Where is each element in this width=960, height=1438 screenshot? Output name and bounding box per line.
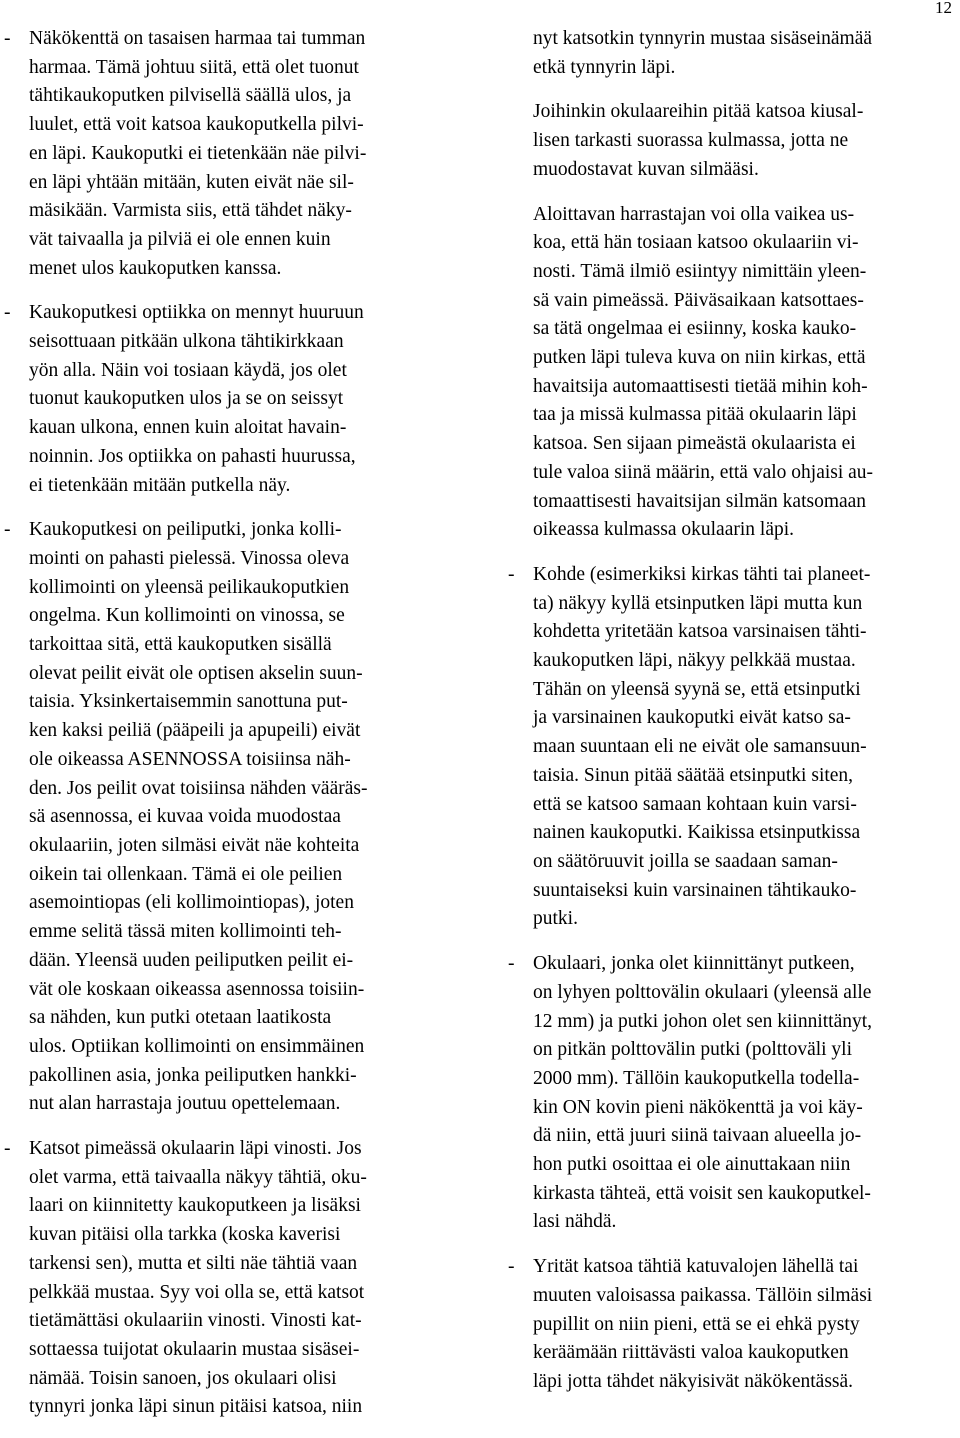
text-line: lisen tarkasti suorassa kulmassa, jotta ne — [533, 130, 849, 152]
text-line: kaukoputken läpi, näkyy pelkkää mustaa. — [533, 650, 856, 672]
text-line: tietämättäsi okulaariin vinosti. Vinosti kat- — [29, 1310, 362, 1332]
text-line: ulos. Optiikan kollimointi on ensimmäinen — [29, 1035, 365, 1057]
bullet-item — [4, 516, 454, 1119]
text-line: oikein tai ollenkaan. Tämä ei ole peilien — [29, 863, 343, 885]
text-line: tomaattisesti havaitsijan silmän katsomaan — [533, 490, 867, 512]
text-line: kuvan pitäisi olla tarkka (koska kaverisi — [29, 1224, 341, 1246]
text-line: kauan ulkona, ennen kuin aloitat havain- — [29, 417, 347, 439]
text-line: yön alla. Näin voi tosiaan käydä, jos olet — [29, 359, 347, 381]
text-line: nut alan harrastaja joutuu opettelemaan. — [29, 1093, 341, 1115]
text-line: 12 mm) ja putki johon olet sen kiinnittänyt, — [533, 1010, 873, 1032]
dash-marker: - — [508, 953, 515, 975]
text-line: tuonut kaukoputken ulos ja se on seissyt — [29, 388, 344, 410]
text-line: Katsot pimeässä okulaarin läpi vinosti. Jos — [29, 1138, 362, 1160]
body-paragraph — [508, 25, 960, 82]
text-line: nosti. Tämä ilmiö esiintyy nimittäin yleen- — [533, 260, 867, 282]
dash-marker: - — [4, 302, 11, 324]
text-line: maan suuntaan eli ne eivät ole samansuun- — [533, 736, 867, 758]
text-line: ta) näkyy kyllä etsinputken läpi mutta kun — [533, 592, 863, 614]
text-line: havaitsija automaattisesti tietää mihin koh- — [533, 375, 868, 397]
text-line: pakollinen asia, jonka peiliputken hankki- — [29, 1064, 357, 1086]
text-line: tarkoittaa sitä, että kaukoputken sisällä — [29, 634, 332, 656]
text-line: putken läpi tuleva kuva on niin kirkas, että — [533, 347, 866, 369]
text-line: kin ON kovin pieni näkökenttä ja voi käy- — [533, 1096, 863, 1118]
text-line: sä vain pimeässä. Päiväsaikaan katsottaes- — [533, 289, 864, 311]
text-line: pupillit on niin pieni, että se ei ehkä pysty — [533, 1313, 860, 1335]
text-line: okulaariin, joten silmäsi eivät näe kohteita — [29, 834, 360, 856]
bullet-item — [508, 1253, 960, 1397]
text-line: den. Jos peilit ovat toisiinsa nähden vääräs- — [29, 777, 368, 799]
text-line: ken kaksi peiliä (pääpeili ja apupeili) eivät — [29, 720, 361, 742]
text-line: dään. Yleensä uuden peiliputken peilit ei- — [29, 949, 354, 971]
text-line: emme selitä tässä miten kollimointi teh- — [29, 921, 342, 943]
text-line: menet ulos kaukoputken kanssa. — [29, 257, 282, 279]
text-line: mäsikään. Varmista siis, että tähdet näky- — [29, 200, 352, 222]
text-line: on pitkän polttovälin putki (polttoväli yli — [533, 1039, 853, 1061]
text-line: että se katsoo samaan kohtaan kuin varsi- — [533, 793, 857, 815]
text-line: nainen kaukoputki. Kaikissa etsinputkissa — [533, 822, 861, 844]
bullet-item — [508, 950, 960, 1237]
bullet-item — [4, 1135, 454, 1422]
text-line: putki. — [533, 908, 578, 930]
text-line: nyt katsotkin tynnyrin mustaa sisäseinämää — [533, 28, 873, 49]
text-line: läpi jotta tähdet näkyisivät näkökentässä. — [533, 1370, 854, 1392]
text-line: Kohde (esimerkiksi kirkas tähti tai planeet- — [533, 563, 871, 585]
text-line: laari on kiinnitetty kaukoputkeen ja lisäksi — [29, 1195, 361, 1217]
text-line: mointi on pahasti pielessä. Vinossa oleva — [29, 547, 350, 569]
text-line: olevat peilit eivät ole optisen akselin suun- — [29, 662, 363, 684]
text-line: Tähän on yleensä syynä se, että etsinputki — [533, 678, 861, 700]
text-line: taisia. Yksinkertaisemmin sanottuna put- — [29, 691, 348, 713]
text-line: olet varma, että taivaalla näkyy tähtiä, oku- — [29, 1166, 367, 1188]
text-line: sa tätä ongelmaa ei esiinny, koska kauko- — [533, 318, 857, 340]
text-line: tynnyri jonka läpi sinun pitäisi katsoa, niin — [29, 1396, 363, 1418]
text-line: on lyhyen polttovälin okulaari (yleensä alle — [533, 981, 872, 1003]
text-line: koa, että hän tosiaan katsoo okulaariin vi- — [533, 232, 859, 254]
text-line: en läpi yhtään mitään, kuten eivät näe sil- — [29, 171, 354, 193]
text-line: ongelma. Kun kollimointi on vinossa, se — [29, 605, 345, 627]
body-paragraph — [508, 98, 960, 184]
text-line: Kaukoputkesi on peiliputki, jonka kolli- — [29, 519, 342, 541]
text-line: vät taivaalla ja pilviä ei ole ennen kuin — [29, 228, 331, 250]
text-line: Yrität katsoa tähtiä katuvalojen lähellä tai — [533, 1256, 859, 1278]
text-line: Aloittavan harrastajan voi olla vaikea us- — [533, 203, 855, 225]
text-line: keräämään riittävästi valoa kaukoputken — [533, 1342, 849, 1364]
text-line: Okulaari, jonka olet kiinnittänyt putkeen, — [533, 953, 855, 975]
text-line: Joihinkin okulaareihin pitää katsoa kiusal- — [533, 101, 864, 123]
text-line: 2000 mm). Tällöin kaukoputkella todella- — [533, 1067, 860, 1089]
text-line: hon putki osoittaa ei ole ainuttakaan niin — [533, 1154, 851, 1176]
text-line: taisia. Sinun pitää säätää etsinputki siten, — [533, 764, 854, 786]
text-line: ja varsinainen kaukoputki eivät katso sa- — [533, 707, 851, 729]
text-line: tarkensi sen), mutta et silti näe tähtiä vaan — [29, 1252, 358, 1274]
bullet-item — [4, 25, 454, 283]
text-line: en läpi. Kaukoputki ei tietenkään näe pilvi- — [29, 142, 367, 164]
dash-marker: - — [508, 563, 515, 585]
dash-marker: - — [4, 28, 11, 49]
page-number: 12 — [935, 0, 952, 17]
left-column — [4, 25, 454, 1438]
text-line: sa nähden, kun putki otetaan laatikosta — [29, 1007, 332, 1029]
text-line: taa ja missä kulmassa pitää okulaarin läpi — [533, 404, 857, 426]
text-line: on säätöruuvit joilla se saadaan saman- — [533, 850, 838, 872]
text-line: sä asennossa, ei kuvaa voida muodostaa — [29, 806, 341, 828]
text-line: kohdetta yritetään katsoa varsinaisen tähti- — [533, 621, 867, 643]
text-line: lasi nähdä. — [533, 1211, 617, 1233]
text-line: pelkkää mustaa. Syy voi olla se, että katsot — [29, 1281, 365, 1303]
text-line: katsoa. Sen sijaan pimeästä okulaarista ei — [533, 433, 856, 455]
text-line: etkä tynnyrin läpi. — [533, 56, 676, 78]
dash-marker: - — [4, 1138, 11, 1160]
text-line: oikeassa kulmassa okulaarin läpi. — [533, 519, 795, 541]
text-line: ole oikeassa ASENNOSSA toisiinsa näh- — [29, 748, 351, 770]
text-line: asemointiopas (eli kollimointiopas), joten — [29, 892, 354, 914]
text-line: luulet, että voit katsoa kaukoputkella pilvi- — [29, 114, 364, 136]
text-line: noinnin. Jos optiikka on pahasti huurussa, — [29, 445, 356, 467]
text-line: Kaukoputkesi optiikka on mennyt huuruun — [29, 302, 364, 324]
text-line: muodostavat kuvan silmääsi. — [533, 158, 759, 180]
text-line: harmaa. Tämä johtuu siitä, että olet tuonut — [29, 56, 359, 78]
text-line: kollimointi on yleensä peilikaukoputkien — [29, 576, 350, 598]
text-line: nämää. Toisin sanoen, jos okulaari olisi — [29, 1367, 337, 1389]
bullet-item — [4, 299, 454, 500]
text-line: muuten valoisassa paikassa. Tällöin silmäsi — [533, 1284, 873, 1306]
text-line: tule valoa siinä määrin, että valo ohjaisi au- — [533, 461, 874, 483]
text-line: ei tietenkään mitään putkella näy. — [29, 474, 291, 496]
text-line: kirkasta tähteä, että voisit sen kaukoputkel- — [533, 1182, 871, 1204]
right-column — [508, 25, 960, 1413]
bullet-item — [508, 561, 960, 934]
text-line: Näkökenttä on tasaisen harmaa tai tumman — [29, 28, 366, 49]
dash-marker: - — [508, 1256, 515, 1278]
text-line: sottaessa tuijotat okulaarin mustaa sisäsei- — [29, 1338, 360, 1360]
dash-marker: - — [4, 519, 11, 541]
text-line: tähtikaukoputken pilvisellä säällä ulos, ja — [29, 85, 352, 107]
text-line: vät ole koskaan oikeassa asennossa toisiin- — [29, 978, 365, 1000]
text-line: suuntaiseksi kuin varsinainen tähtikauko- — [533, 879, 857, 901]
text-line: seisottuaan pitkään ulkona tähtikirkkaan — [29, 331, 344, 353]
body-paragraph — [508, 201, 960, 545]
text-line: dä niin, että juuri siinä taivaan alueella jo- — [533, 1125, 862, 1147]
